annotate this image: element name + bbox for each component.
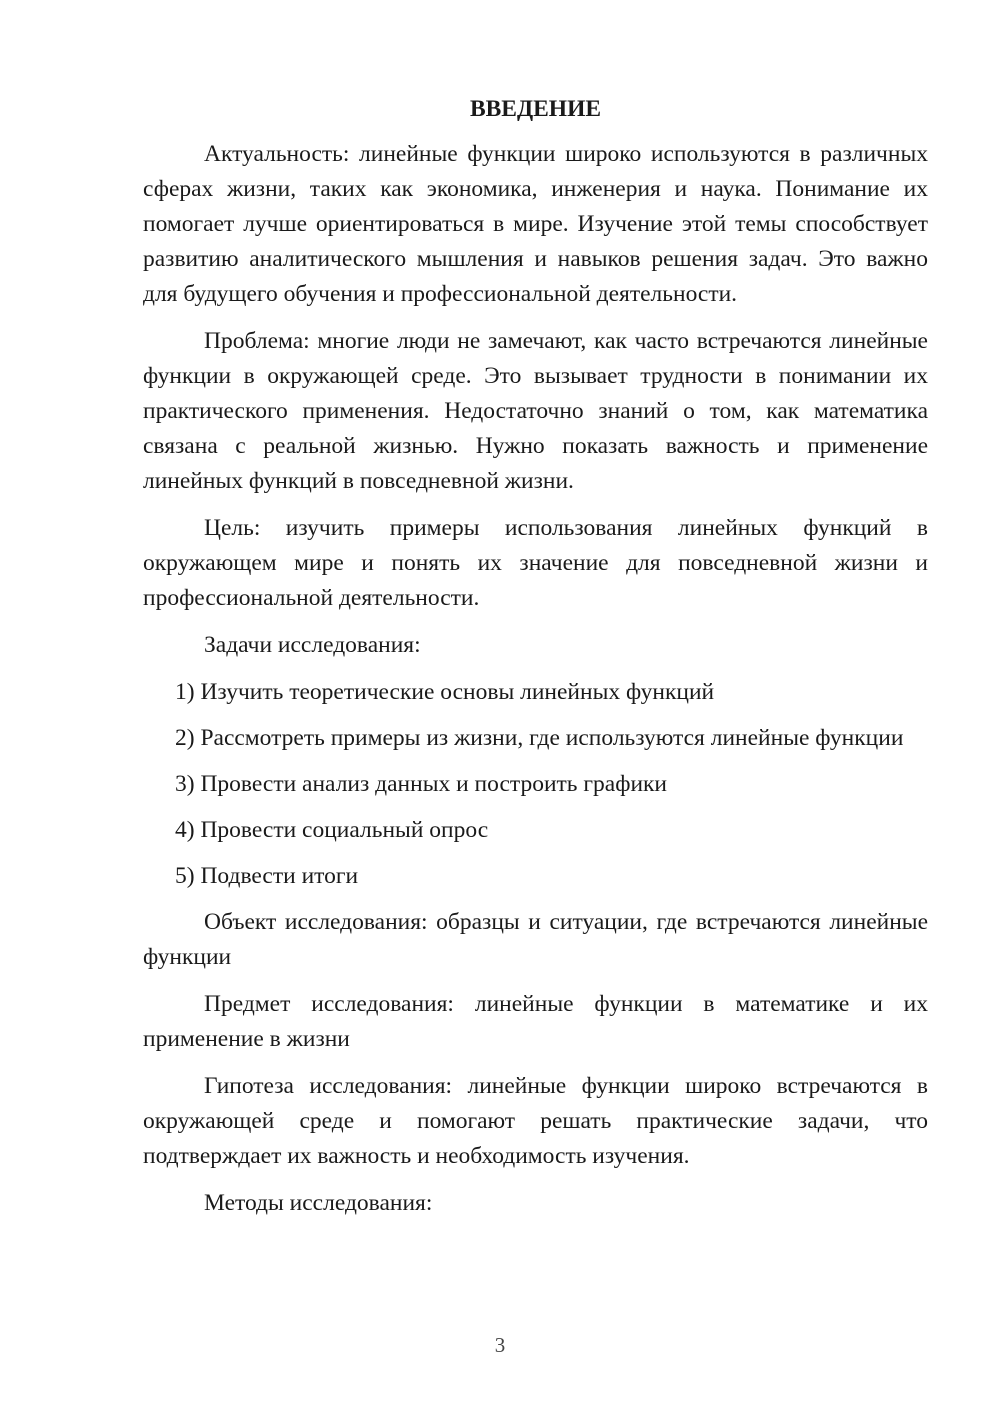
subject-paragraph: Предмет исследования: линейные функции в математике и их применение в жизни — [143, 991, 928, 1052]
tasks-heading: Задачи исследования: — [204, 632, 421, 658]
problem-paragraph: Проблема: многие люди не замечают, как часто встречаются линейные функции в окружающей среде. Это вызывает трудности в понимании их практического применения. Недостаточно знаний о том, как математика связана с реальной жизнью. Нужно показать важность и применение линейных функций в повседневной жизни. — [143, 328, 928, 494]
goal-paragraph: Цель: изучить примеры использования линейных функций в окружающем мире и понять их значение для повседневной жизни и профессиональной деятельности. — [143, 515, 928, 611]
object-paragraph: Объект исследования: образцы и ситуации, где встречаются линейные функции — [143, 909, 928, 970]
task-item-2: 2) Рассмотреть примеры из жизни, где используются линейные функции — [175, 725, 904, 751]
methods-heading: Методы исследования: — [204, 1190, 433, 1216]
task-item-3: 3) Провести анализ данных и построить графики — [175, 771, 668, 797]
task-item-5: 5) Подвести итоги — [175, 863, 359, 889]
hypothesis-paragraph: Гипотеза исследования: линейные функции широко встречаются в окружающей среде и помогают решать практические задачи, что подтверждает их важность и необходимость изучения. — [143, 1073, 928, 1169]
section-title: ВВЕДЕНИЕ — [469, 96, 602, 122]
page-number: 3 — [494, 1333, 506, 1357]
relevance-paragraph: Актуальность: линейные функции широко используются в различных сферах жизни, таких как экономика, инженерия и наука. Понимание их помогает лучше ориентироваться в мире. Изучение этой темы способствует развитию аналитического мышления и навыков решения задач. Это важно для будущего обучения и профессиональной деятельности. — [143, 141, 928, 307]
task-item-1: 1) Изучить теоретические основы линейных функций — [175, 679, 715, 705]
page-content — [143, 92, 928, 1233]
task-item-4: 4) Провести социальный опрос — [175, 817, 489, 843]
